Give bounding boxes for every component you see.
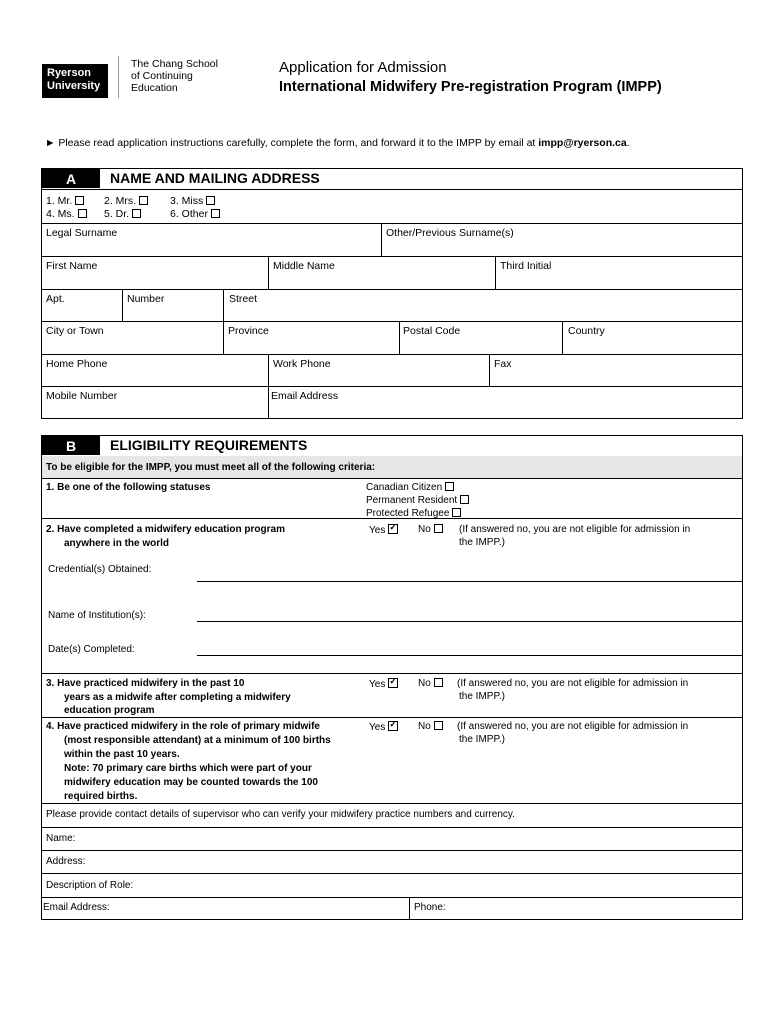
title-dr[interactable]: [104, 208, 141, 220]
yes-label: Yes: [369, 722, 386, 733]
dates-line[interactable]: [197, 655, 742, 656]
section-b-header: [42, 436, 742, 457]
sup-phone-field[interactable]: [410, 898, 742, 919]
sup-name-row[interactable]: [42, 828, 742, 851]
title-other-label: 6. Other: [170, 208, 208, 220]
other-surname-label: Other/Previous Surname(s): [386, 227, 514, 239]
instruction-text: [45, 137, 630, 149]
third-initial-field[interactable]: [496, 257, 742, 289]
checkbox[interactable]: [78, 209, 87, 218]
logo-line-1: Ryerson: [47, 67, 92, 79]
q2-row: [42, 519, 742, 674]
first-name-label: First Name: [46, 260, 98, 272]
number-field[interactable]: [123, 290, 224, 321]
program-title: International Midwifery Pre-registration Program (IMPP): [279, 79, 662, 95]
status-permanent[interactable]: [366, 495, 469, 506]
mobile-label: Mobile Number: [46, 390, 118, 402]
legal-surname-label: Legal Surname: [46, 227, 118, 239]
q2-note-2: the IMPP.): [459, 537, 505, 548]
checked-checkbox[interactable]: [388, 678, 398, 688]
criteria-row: [42, 456, 742, 479]
school-line-3: Education: [131, 82, 178, 94]
sup-email-field[interactable]: [42, 898, 410, 919]
checkbox[interactable]: [434, 721, 443, 730]
yes-label: Yes: [369, 679, 386, 690]
first-name-field[interactable]: [42, 257, 269, 289]
email-field[interactable]: [269, 387, 742, 418]
yes-label: Yes: [369, 525, 386, 536]
section-a-header: [42, 169, 742, 190]
q4-note-2: the IMPP.): [459, 734, 505, 745]
no-label: No: [418, 678, 431, 689]
checkbox[interactable]: [132, 209, 141, 218]
checkbox[interactable]: [211, 209, 220, 218]
street-label: Street: [229, 293, 258, 305]
title-ms-label: 4. Ms.: [46, 208, 75, 220]
title-mr-label: 1. Mr.: [46, 195, 73, 207]
section-a-title: NAME AND MAILING ADDRESS: [110, 170, 320, 186]
q3-line-1: 3. Have practiced midwifery in the past 10: [46, 678, 245, 689]
q3-no[interactable]: [418, 678, 443, 689]
logo-divider: [118, 56, 119, 98]
home-phone-label: Home Phone: [46, 358, 108, 370]
q4-line-4: Note: 70 primary care births which were part of your: [64, 763, 312, 774]
q4-line-1: 4. Have practiced midwifery in the role of primary midwife: [46, 721, 320, 732]
sup-address-label: Address:: [46, 856, 86, 867]
sup-name-label: Name:: [46, 833, 76, 844]
title-mrs[interactable]: [104, 195, 148, 207]
institution-line[interactable]: [197, 621, 742, 622]
institution-label: Name of Institution(s):: [48, 610, 146, 621]
number-label: Number: [127, 293, 165, 305]
q2-no[interactable]: [418, 524, 443, 535]
credentials-label: Credential(s) Obtained:: [48, 564, 152, 575]
page-title: Application for Admission: [279, 59, 447, 76]
instruction-tail: .: [626, 137, 630, 149]
city-row: [42, 322, 742, 355]
title-dr-label: 5. Dr.: [104, 208, 130, 220]
country-label: Country: [568, 325, 605, 337]
city-field[interactable]: [42, 322, 224, 354]
supervisor-text: Please provide contact details of supervisor who can verify your midwifery practice numbers and currency.: [46, 809, 515, 820]
sup-address-row[interactable]: [42, 851, 742, 874]
street-field[interactable]: [224, 290, 742, 321]
postal-code-label: Postal Code: [403, 325, 461, 337]
q4-row: [42, 718, 742, 804]
home-phone-field[interactable]: [42, 355, 269, 386]
province-label: Province: [228, 325, 269, 337]
q3-note-1: (If answered no, you are not eligible for admission in: [457, 678, 689, 689]
apt-label: Apt.: [46, 293, 65, 305]
status-canadian[interactable]: [366, 482, 454, 493]
third-initial-label: Third Initial: [500, 260, 552, 272]
contact-row: [42, 387, 742, 418]
legal-surname-field[interactable]: [42, 224, 382, 256]
q4-line-5: midwifery education may be counted towards the 100: [64, 777, 318, 788]
work-phone-field[interactable]: [269, 355, 490, 386]
q3-line-3: education program: [64, 705, 155, 716]
postal-code-field[interactable]: [400, 322, 563, 354]
checked-checkbox[interactable]: [388, 721, 398, 731]
q3-row: [42, 674, 742, 718]
title-other[interactable]: [170, 208, 220, 220]
checkbox[interactable]: [452, 508, 461, 517]
province-field[interactable]: [224, 322, 400, 354]
checkbox[interactable]: [75, 196, 84, 205]
q3-line-2: years as a midwife after completing a midwifery: [64, 692, 291, 703]
status-refugee-label: Protected Refugee: [366, 508, 450, 519]
sup-role-row[interactable]: [42, 874, 742, 898]
logo-line-2: University: [47, 80, 101, 92]
q2-yes[interactable]: [369, 524, 398, 536]
section-a: [41, 168, 743, 419]
fax-field[interactable]: [490, 355, 742, 386]
q3-note-2: the IMPP.): [459, 691, 505, 702]
q4-line-3: within the past 10 years.: [64, 749, 180, 760]
arrow-icon: ►: [45, 137, 56, 149]
impp-email-link[interactable]: impp@ryerson.ca: [538, 137, 627, 149]
section-a-letter: A: [42, 169, 100, 188]
checkbox[interactable]: [434, 524, 443, 533]
country-field[interactable]: [563, 322, 742, 354]
title-miss-label: 3. Miss: [170, 195, 204, 207]
section-b-title: ELIGIBILITY REQUIREMENTS: [110, 437, 308, 453]
school-name: [131, 58, 218, 94]
instruction-body: Please read application instructions carefully, complete the form, and forward it to the IMPP by email at: [58, 137, 539, 149]
name-row: [42, 257, 742, 290]
section-b: [41, 435, 743, 920]
email-label: Email Address: [271, 390, 339, 402]
q2-note-1: (If answered no, you are not eligible for admission in: [459, 524, 691, 535]
checkbox[interactable]: [434, 678, 443, 687]
q3-yes[interactable]: [369, 678, 398, 690]
sup-contact-row: [42, 898, 742, 919]
q2-line-1: 2. Have completed a midwifery education program: [46, 524, 285, 535]
q2-line-2: anywhere in the world: [64, 538, 170, 549]
other-surname-field[interactable]: [382, 224, 742, 256]
no-label: No: [418, 524, 431, 535]
criteria-text: To be eligible for the IMPP, you must meet all of the following criteria:: [46, 462, 376, 473]
school-line-2: of Continuing: [131, 70, 193, 82]
ryerson-logo: [42, 64, 108, 98]
q4-no[interactable]: [418, 721, 443, 732]
credentials-line[interactable]: [197, 581, 742, 582]
no-label: No: [418, 721, 431, 732]
sup-email-label: Email Address:: [43, 902, 110, 913]
work-phone-label: Work Phone: [273, 358, 331, 370]
section-b-letter: B: [42, 436, 100, 455]
status-refugee[interactable]: [366, 508, 461, 519]
checked-checkbox[interactable]: [388, 524, 398, 534]
q1-text: 1. Be one of the following statuses: [46, 482, 211, 493]
title-miss[interactable]: [170, 195, 215, 207]
phone-row: [42, 355, 742, 387]
middle-name-label: Middle Name: [273, 260, 335, 272]
surname-row: [42, 224, 742, 257]
apt-field[interactable]: [42, 290, 123, 321]
q4-yes[interactable]: [369, 721, 398, 733]
checkbox[interactable]: [445, 482, 454, 491]
q4-note-1: (If answered no, you are not eligible for admission in: [457, 721, 689, 732]
title-ms[interactable]: [46, 208, 87, 220]
checkbox[interactable]: [139, 196, 148, 205]
status-permanent-label: Permanent Resident: [366, 495, 458, 506]
sup-phone-label: Phone:: [414, 902, 446, 913]
checkbox[interactable]: [460, 495, 469, 504]
street-row: [42, 290, 742, 322]
dates-label: Date(s) Completed:: [48, 644, 135, 655]
title-mrs-label: 2. Mrs.: [104, 195, 137, 207]
mobile-field[interactable]: [42, 387, 269, 418]
q1-row: [42, 479, 742, 519]
q4-line-6: required births.: [64, 791, 138, 802]
checkbox[interactable]: [206, 196, 215, 205]
status-canadian-label: Canadian Citizen: [366, 482, 443, 493]
title-mr[interactable]: [46, 195, 84, 207]
fax-label: Fax: [494, 358, 512, 370]
sup-role-label: Description of Role:: [46, 880, 134, 891]
supervisor-row: [42, 804, 742, 828]
school-line-1: The Chang School: [131, 58, 218, 70]
q4-line-2: (most responsible attendant) at a minimum of 100 births: [64, 735, 331, 746]
city-label: City or Town: [46, 325, 104, 337]
middle-name-field[interactable]: [269, 257, 496, 289]
